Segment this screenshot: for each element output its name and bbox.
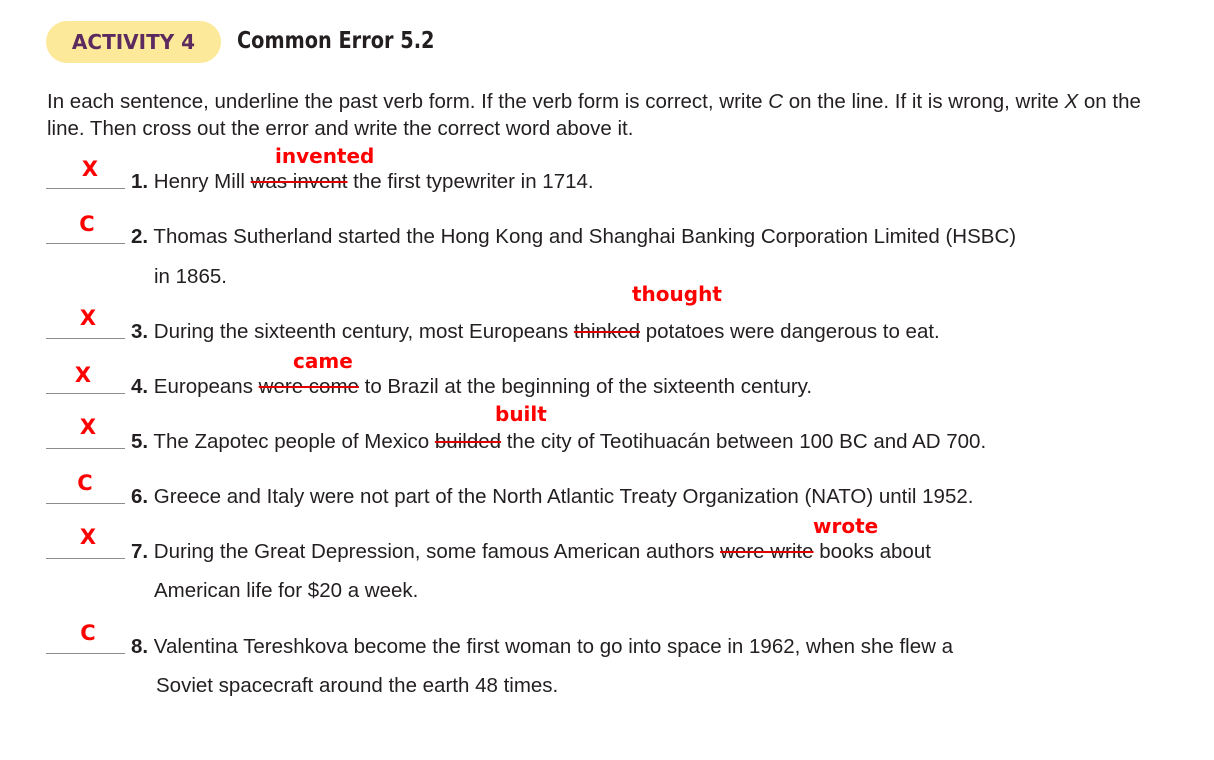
correction-text: thought: [632, 282, 722, 306]
answer-line[interactable]: [46, 243, 125, 244]
list-item-continuation: Soviet spacecraft around the earth 48 times.: [156, 674, 559, 697]
answer-line[interactable]: [46, 653, 125, 654]
list-item-continuation: in 1865.: [154, 265, 227, 288]
crossed-out-error: builded: [434, 430, 502, 453]
crossed-out-error: was invent: [250, 170, 348, 193]
answer-mark: X: [81, 157, 99, 181]
answer-mark: X: [79, 306, 97, 330]
activity-badge: ACTIVITY 4: [46, 21, 221, 63]
answer-line[interactable]: [46, 338, 125, 339]
answer-line[interactable]: [46, 503, 125, 504]
list-item: 3. During the sixteenth century, most Europeans thinked potatoes were dangerous to eat.: [131, 320, 940, 343]
list-item: 2. Thomas Sutherland started the Hong Kong and Shanghai Banking Corporation Limited (HSBC): [131, 225, 1017, 248]
list-item-continuation: American life for $20 a week.: [154, 579, 419, 602]
answer-mark: X: [79, 525, 97, 549]
correction-text: invented: [275, 144, 375, 168]
answer-mark: C: [77, 471, 93, 495]
crossed-out-error: thinked: [573, 320, 641, 343]
list-item: 6. Greece and Italy were not part of the North Atlantic Treaty Organization (NATO) until 1952.: [131, 485, 974, 508]
correction-text: built: [495, 402, 547, 426]
crossed-out-error: were write: [720, 540, 814, 563]
answer-line[interactable]: [46, 558, 125, 559]
list-item: 1. Henry Mill was invent the first typewriter in 1714.: [131, 170, 594, 193]
list-item: 5. The Zapotec people of Mexico builded the city of Teotihuacán between 100 BC and AD 700.: [131, 430, 987, 453]
instructions: In each sentence, underline the past verb form. If the verb form is correct, write C on the line. If it is wrong, write X on the line. Then cross out the error and write the correct word above it.: [47, 90, 1141, 140]
correction-text: came: [293, 349, 353, 373]
answer-line[interactable]: [46, 448, 125, 449]
answer-mark: X: [79, 415, 97, 439]
list-item: 8. Valentina Tereshkova become the first woman to go into space in 1962, when she flew a: [131, 635, 954, 658]
answer-line[interactable]: [46, 188, 125, 189]
crossed-out-error: were come: [258, 375, 359, 398]
page-title: Common Error 5.2: [237, 28, 435, 54]
correction-text: wrote: [813, 514, 879, 538]
answer-line[interactable]: [46, 393, 125, 394]
list-item: 7. During the Great Depression, some famous American authors were write books about: [131, 540, 931, 563]
list-item: 4. Europeans were come to Brazil at the beginning of the sixteenth century.: [131, 375, 813, 398]
answer-mark: C: [79, 212, 95, 236]
answer-mark: C: [80, 621, 96, 645]
answer-mark: X: [74, 363, 92, 387]
